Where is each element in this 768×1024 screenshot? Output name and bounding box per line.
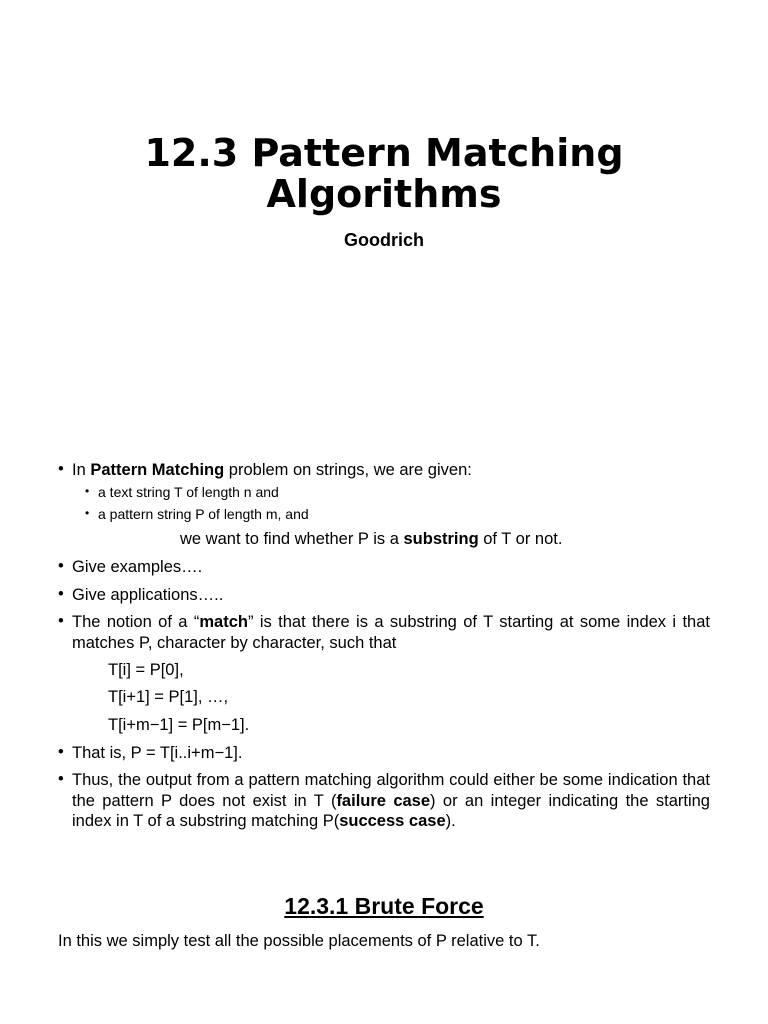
bullet-dot: •: [58, 770, 64, 788]
term-success-case: success case: [339, 812, 446, 830]
equation-2: T[i+1] = P[1], …,: [108, 688, 229, 706]
bullet-dot: •: [58, 585, 64, 603]
document-page: 12.3 Pattern Matching Algorithms Goodrich • In Pattern Matching problem on strings, we are given: • a text string T of length n and • a pattern string P of length m, and we want to find whether P is a substring of T or not. • Give examples…. • Give applications….. • The notion of a “match” is that there is a substring of T starting at some index i that matches P, character by character, such that T[i] = P[0], T[i+1] = P[1], …, T[i+m−1] = P[m−1]. • That is, P = T[i..i+m−1]. • Thus, the output from a pattern matching algorithm could either be some indication that the pattern P does not exist in T (failure case) or an integer indicating the starting index in T of a substring matching P(success case). 12.3.1 Brute Force In this we simply test all the possible placements of P relative to T.: [0, 0, 768, 1024]
term-substring: substring: [403, 530, 479, 548]
section-heading: 12.3.1 Brute Force: [284, 893, 484, 919]
sub-bullet-dot: •: [85, 484, 90, 498]
document-title: [0, 133, 768, 215]
section-paragraph: In this we simply test all the possible placements of P relative to T.: [58, 932, 540, 950]
term-match: match: [199, 613, 248, 631]
equation-3: T[i+m−1] = P[m−1].: [108, 716, 250, 734]
bullet-dot: •: [58, 743, 64, 761]
title-line-2: Algorithms: [266, 172, 502, 216]
author-name: Goodrich: [344, 230, 424, 250]
bullet-dot: •: [58, 557, 64, 575]
sub-bullet-dot: •: [85, 506, 90, 520]
term-failure-case: failure case: [336, 791, 431, 810]
bullet-dot: •: [58, 612, 64, 630]
title-line-1: 12.3 Pattern Matching: [144, 131, 624, 175]
bullet-dot: •: [58, 460, 64, 478]
term-pattern-matching: Pattern Matching: [90, 461, 225, 479]
substring-statement: we want to find whether P is a substring of T or not.: [180, 530, 563, 548]
equation-1: T[i] = P[0],: [108, 661, 184, 679]
